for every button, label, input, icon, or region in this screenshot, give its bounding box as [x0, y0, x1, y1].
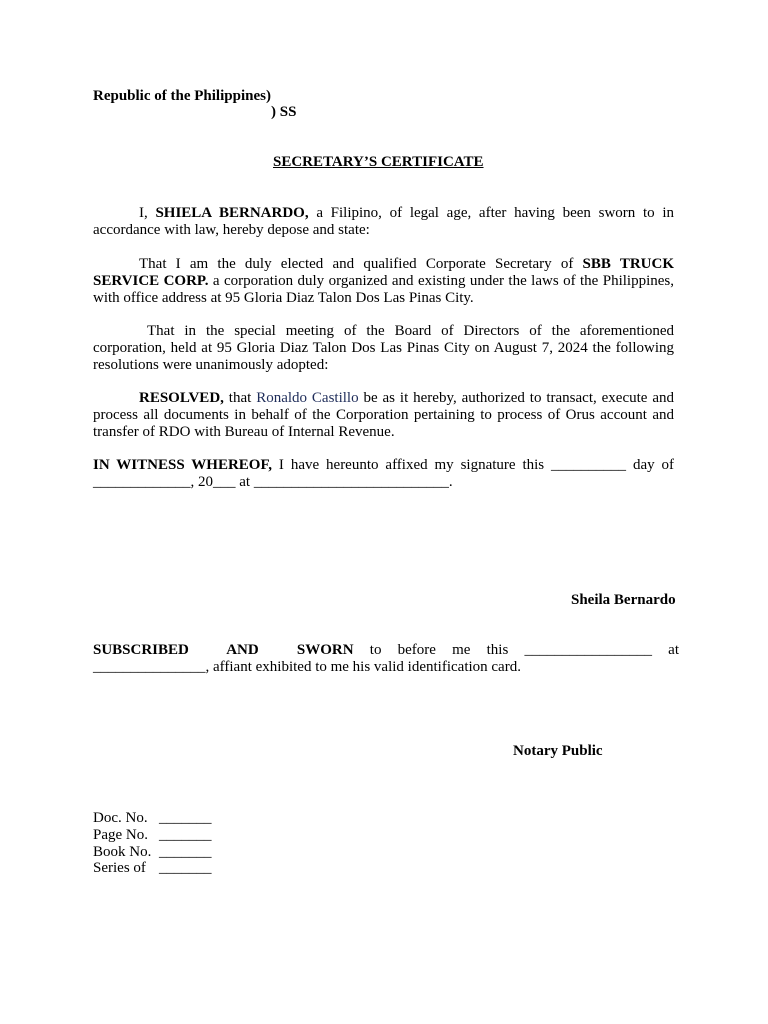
page-no-blank: _______ [159, 827, 212, 843]
subscribed-text: to before me this _________________ at _______________, affiant exhibited to me his valid identification card. [93, 642, 680, 675]
witness-paragraph [93, 457, 674, 491]
book-no-label: Book No. [93, 844, 152, 860]
series-label: Series of [93, 860, 146, 876]
intro-text: a Filipino, of legal age, after having been sworn to in accordance with law, hereby depose and state: [93, 205, 675, 238]
witness-label: IN WITNESS WHEREOF, [93, 457, 273, 473]
ss-line: ) SS [271, 104, 297, 120]
doc-no-blank: _______ [159, 810, 212, 826]
notary-public-label: Notary Public [513, 743, 603, 759]
intro-lead: I, [139, 205, 148, 221]
republic-line: Republic of the Philippines) [93, 88, 271, 104]
intro-paragraph [93, 205, 674, 239]
subscribed-paragraph [93, 642, 679, 676]
page-no-line [93, 827, 212, 844]
resolved-label: RESOLVED, [139, 390, 224, 406]
secretary-lead: That I am the duly elected and qualified Corporate Secretary of [139, 256, 574, 272]
witness-text: I have hereunto affixed my signature this __________ day of _____________, 20___ at __________________________. [93, 457, 674, 490]
page-no-label: Page No. [93, 827, 148, 843]
affiant-name: SHIELA BERNARDO, [155, 205, 309, 221]
resolution-text: be as it hereby, authorized to transact, execute and process all documents in behalf of the Corporation pertaining to process of Orus account and transfer of RDO with Bureau of Internal Revenue. [93, 390, 674, 440]
doc-no-line [93, 810, 212, 827]
meeting-paragraph: That in the special meeting of the Board of Directors of the aforementioned corporation, held at 95 Gloria Diaz Talon Dos Las Pinas City on August 7, 2024 the following resolutions were unanimously adopted: [93, 323, 674, 373]
resolved-that: that [228, 390, 252, 406]
document-title: SECRETARY’S CERTIFICATE [273, 154, 484, 170]
book-no-blank: _______ [159, 844, 212, 860]
secretary-text: a corporation duly organized and existing under the laws of the Philippines, with office address at 95 Gloria Diaz Talon Dos Las Pinas City. [93, 273, 674, 306]
company-name: SBB TRUCK SERVICE CORP. [93, 256, 674, 289]
subscribed-label: SUBSCRIBED AND SWORN [93, 642, 354, 658]
signatory-name: Sheila Bernardo [571, 592, 676, 608]
doc-no-label: Doc. No. [93, 810, 148, 826]
authorized-person: Ronaldo Castillo [256, 390, 359, 406]
series-line [93, 860, 212, 877]
series-blank: _______ [159, 860, 212, 876]
resolution-paragraph [93, 390, 674, 441]
book-no-line [93, 844, 212, 861]
secretary-paragraph [93, 256, 674, 307]
